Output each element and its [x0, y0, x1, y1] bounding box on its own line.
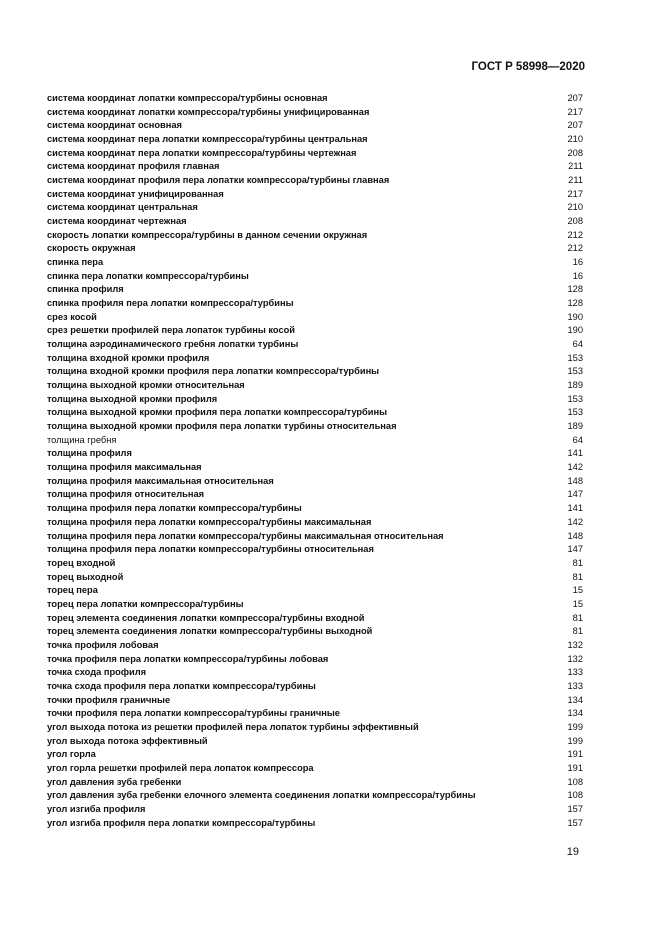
index-term: толщина выходной кромки относительная	[47, 380, 245, 391]
index-term: толщина профиля пера лопатки компрессора/турбины максимальная	[47, 516, 372, 527]
index-page-number: 153	[567, 393, 583, 404]
index-term: система координат основная	[47, 120, 182, 131]
index-page-number: 142	[567, 462, 583, 473]
index-page-number: 217	[567, 188, 583, 199]
index-page-number: 15	[572, 585, 583, 596]
index-entry	[47, 270, 583, 284]
index-entry	[47, 598, 583, 612]
index-entry	[47, 174, 583, 188]
index-entry	[47, 393, 583, 407]
index-page-number: 147	[567, 489, 583, 500]
index-page-number: 208	[567, 147, 583, 158]
index-entry	[47, 584, 583, 598]
index-page-number: 108	[567, 776, 583, 787]
index-term: точка профиля лобовая	[47, 639, 159, 650]
index-page-number: 81	[572, 626, 583, 637]
index-page-number: 217	[567, 106, 583, 117]
index-page-number: 190	[567, 311, 583, 322]
index-entry	[47, 215, 583, 229]
index-page-number: 142	[567, 516, 583, 527]
index-entry	[47, 133, 583, 147]
index-term: толщина профиля максимальная относительная	[47, 475, 274, 486]
index-page-number: 147	[567, 544, 583, 555]
index-entry	[47, 201, 583, 215]
index-page-number: 210	[567, 202, 583, 213]
index-page-number: 81	[572, 557, 583, 568]
index-page-number: 157	[567, 803, 583, 814]
index-term: толщина профиля	[47, 448, 132, 459]
index-entry	[47, 106, 583, 120]
index-term: торец элемента соединения лопатки компрессора/турбины входной	[47, 612, 365, 623]
index-entry	[47, 748, 583, 762]
index-entry	[47, 365, 583, 379]
index-page-number: 210	[567, 134, 583, 145]
index-term: толщина профиля относительная	[47, 489, 205, 500]
index-entry	[47, 379, 583, 393]
index-term: система координат лопатки компрессора/турбины унифицированная	[47, 106, 370, 117]
index-page-number: 199	[567, 721, 583, 732]
index-entry	[47, 680, 583, 694]
index-entry	[47, 447, 583, 461]
index-page-number: 64	[572, 339, 583, 350]
index-page-number: 148	[567, 530, 583, 541]
index-entry	[47, 762, 583, 776]
index-page-number: 15	[572, 598, 583, 609]
index-term: система координат чертежная	[47, 216, 187, 227]
index-page-number: 207	[567, 120, 583, 131]
index-term: толщина входной кромки профиля	[47, 352, 210, 363]
index-term: торец пера	[47, 585, 98, 596]
index-page-number: 133	[567, 667, 583, 678]
index-term: толщина профиля максимальная	[47, 462, 202, 473]
index-term: толщина выходной кромки профиля	[47, 393, 218, 404]
index-term: угол изгиба профиля пера лопатки компрессора/турбины	[47, 817, 316, 828]
index-term: угол выхода потока эффективный	[47, 735, 208, 746]
index-page-number: 189	[567, 380, 583, 391]
index-term: система координат центральная	[47, 202, 198, 213]
index-term: спинка пера лопатки компрессора/турбины	[47, 270, 249, 281]
index-entry	[47, 625, 583, 639]
index-page-number: 132	[567, 653, 583, 664]
index-entry	[47, 406, 583, 420]
index-term: толщина выходной кромки профиля пера лопатки компрессора/турбины	[47, 407, 388, 418]
index-term: точка профиля пера лопатки компрессора/турбины лобовая	[47, 653, 329, 664]
index-entry	[47, 338, 583, 352]
index-entry	[47, 721, 583, 735]
index-entry	[47, 543, 583, 557]
index-entry	[47, 352, 583, 366]
index-term: толщина аэродинамического гребня лопатки турбины	[47, 339, 299, 350]
index-page-number: 16	[572, 257, 583, 268]
index-term: срез решетки профилей пера лопаток турбины косой	[47, 325, 296, 336]
index-entry	[47, 119, 583, 133]
index-term: толщина гребня	[47, 434, 117, 445]
index-page-number: 157	[567, 817, 583, 828]
index-term: угол давления зуба гребенки елочного элемента соединения лопатки компрессора/турбины	[47, 790, 476, 801]
index-term: скорость окружная	[47, 243, 136, 254]
index-entry	[47, 502, 583, 516]
index-term: точки профиля граничные	[47, 694, 171, 705]
index-entry	[47, 530, 583, 544]
index-entry	[47, 461, 583, 475]
index-entry	[47, 147, 583, 161]
index-page-number: 134	[567, 694, 583, 705]
index-page-number: 141	[567, 503, 583, 514]
index-page-number: 212	[567, 243, 583, 254]
index-page-number: 191	[567, 762, 583, 773]
index-page-number: 128	[567, 298, 583, 309]
index-term: толщина профиля пера лопатки компрессора/турбины относительная	[47, 544, 374, 555]
index-entry	[47, 324, 583, 338]
alphabetical-index	[47, 92, 583, 830]
index-page-number: 212	[567, 229, 583, 240]
index-term: система координат пера лопатки компрессора/турбины центральная	[47, 134, 368, 145]
index-page-number: 191	[567, 749, 583, 760]
index-term: толщина профиля пера лопатки компрессора/турбины	[47, 503, 302, 514]
index-term: толщина выходной кромки профиля пера лопатки турбины относительная	[47, 421, 397, 432]
index-page-number: 108	[567, 790, 583, 801]
index-term: система координат унифицированная	[47, 188, 224, 199]
index-page-number: 134	[567, 708, 583, 719]
index-entry	[47, 434, 583, 448]
index-page-number: 148	[567, 475, 583, 486]
index-entry	[47, 311, 583, 325]
index-entry	[47, 92, 583, 106]
index-entry	[47, 488, 583, 502]
index-page-number: 128	[567, 284, 583, 295]
index-entry	[47, 475, 583, 489]
index-entry	[47, 420, 583, 434]
index-entry	[47, 283, 583, 297]
index-entry	[47, 803, 583, 817]
index-page-number: 208	[567, 216, 583, 227]
index-page-number: 211	[568, 161, 583, 172]
index-entry	[47, 160, 583, 174]
index-page-number: 16	[572, 270, 583, 281]
index-page-number: 64	[572, 434, 583, 445]
index-page-number: 141	[567, 448, 583, 459]
index-entry	[47, 229, 583, 243]
index-entry	[47, 242, 583, 256]
index-page-number: 211	[568, 175, 583, 186]
index-term: система координат пера лопатки компрессора/турбины чертежная	[47, 147, 357, 158]
index-entry	[47, 612, 583, 626]
index-entry	[47, 639, 583, 653]
index-entry	[47, 571, 583, 585]
index-page-number: 153	[567, 352, 583, 363]
index-entry	[47, 776, 583, 790]
index-entry	[47, 516, 583, 530]
index-term: угол горла	[47, 749, 96, 760]
index-term: точка схода профиля пера лопатки компрессора/турбины	[47, 680, 316, 691]
index-entry	[47, 789, 583, 803]
index-term: система координат профиля пера лопатки компрессора/турбины главная	[47, 175, 390, 186]
index-page-number: 132	[567, 639, 583, 650]
index-page-number: 81	[572, 612, 583, 623]
index-term: угол изгиба профиля	[47, 803, 146, 814]
index-term: скорость лопатки компрессора/турбины в данном сечении окружная	[47, 229, 368, 240]
index-entry	[47, 666, 583, 680]
index-term: система координат лопатки компрессора/турбины основная	[47, 93, 328, 103]
index-page-number: 189	[567, 421, 583, 432]
index-page-number: 199	[567, 735, 583, 746]
index-entry	[47, 707, 583, 721]
index-term: торец пера лопатки компрессора/турбины	[47, 598, 244, 609]
index-term: точка схода профиля	[47, 667, 147, 678]
index-page-number: 207	[567, 93, 583, 103]
index-entry	[47, 817, 583, 831]
index-entry	[47, 256, 583, 270]
index-page-number: 153	[567, 366, 583, 377]
index-term: точки профиля пера лопатки компрессора/турбины граничные	[47, 708, 340, 719]
index-entry	[47, 694, 583, 708]
index-term: спинка пера	[47, 257, 104, 268]
index-term: торец элемента соединения лопатки компрессора/турбины выходной	[47, 626, 373, 637]
index-term: спинка профиля пера лопатки компрессора/турбины	[47, 298, 294, 309]
index-term: торец выходной	[47, 571, 124, 582]
index-term: спинка профиля	[47, 284, 124, 295]
index-entry	[47, 735, 583, 749]
index-entry	[47, 297, 583, 311]
index-entry	[47, 653, 583, 667]
index-page-number: 133	[567, 680, 583, 691]
index-term: торец входной	[47, 557, 116, 568]
index-term: система координат профиля главная	[47, 161, 220, 172]
index-term: угол горла решетки профилей пера лопаток компрессора	[47, 762, 314, 773]
index-term: толщина профиля пера лопатки компрессора/турбины максимальная относительная	[47, 530, 444, 541]
index-entry	[47, 557, 583, 571]
index-term: угол выхода потока из решетки профилей пера лопаток турбины эффективный	[47, 721, 419, 732]
index-term: срез косой	[47, 311, 97, 322]
index-term: угол давления зуба гребенки	[47, 776, 182, 787]
index-entry	[47, 188, 583, 202]
document-header: ГОСТ Р 58998—2020	[471, 61, 585, 73]
index-page-number: 153	[567, 407, 583, 418]
index-term: толщина входной кромки профиля пера лопатки компрессора/турбины	[47, 366, 380, 377]
page-number: 19	[566, 846, 579, 858]
index-page-number: 190	[567, 325, 583, 336]
index-page-number: 81	[572, 571, 583, 582]
